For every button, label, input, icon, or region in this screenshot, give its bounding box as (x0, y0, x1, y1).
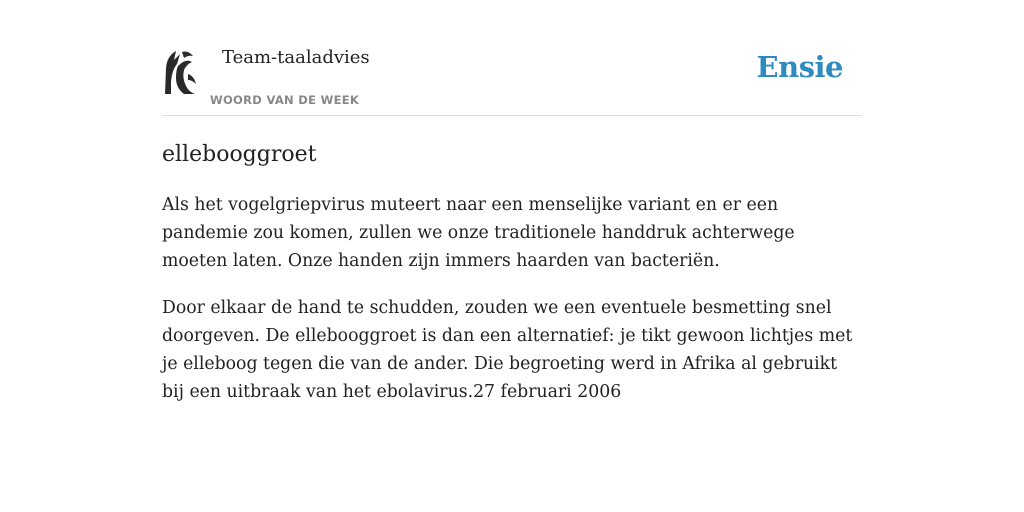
source-subtitle: WOORD VAN DE WEEK (210, 93, 360, 107)
embed-card (162, 40, 862, 406)
lion-logo-icon[interactable] (162, 48, 198, 96)
article-paragraph-1: Als het vogelgriepvirus muteert naar een menselijke variant en er een pandemie zou komen, zullen we onze traditionele handdruk achterwege moeten laten. Onze handen zijn immers haarden van bacteriën. (162, 195, 795, 271)
ensie-brand-link[interactable]: Ensie (756, 50, 843, 84)
card-header (162, 40, 862, 116)
article-paragraph-2: Door elkaar de hand te schudden, zouden we een eventuele besmetting snel doorgeven. De ellebooggroet is dan een alternatief: je tikt gewoon lichtjes met je elleboog tegen die van de ander. Die begroeting werd in Afrika al gebruikt bij een uitbraak van het ebolavirus.27 februari 2006 (162, 298, 853, 402)
article-title[interactable]: ellebooggroet (162, 142, 317, 167)
source-name[interactable]: Team-taaladvies (222, 47, 370, 68)
